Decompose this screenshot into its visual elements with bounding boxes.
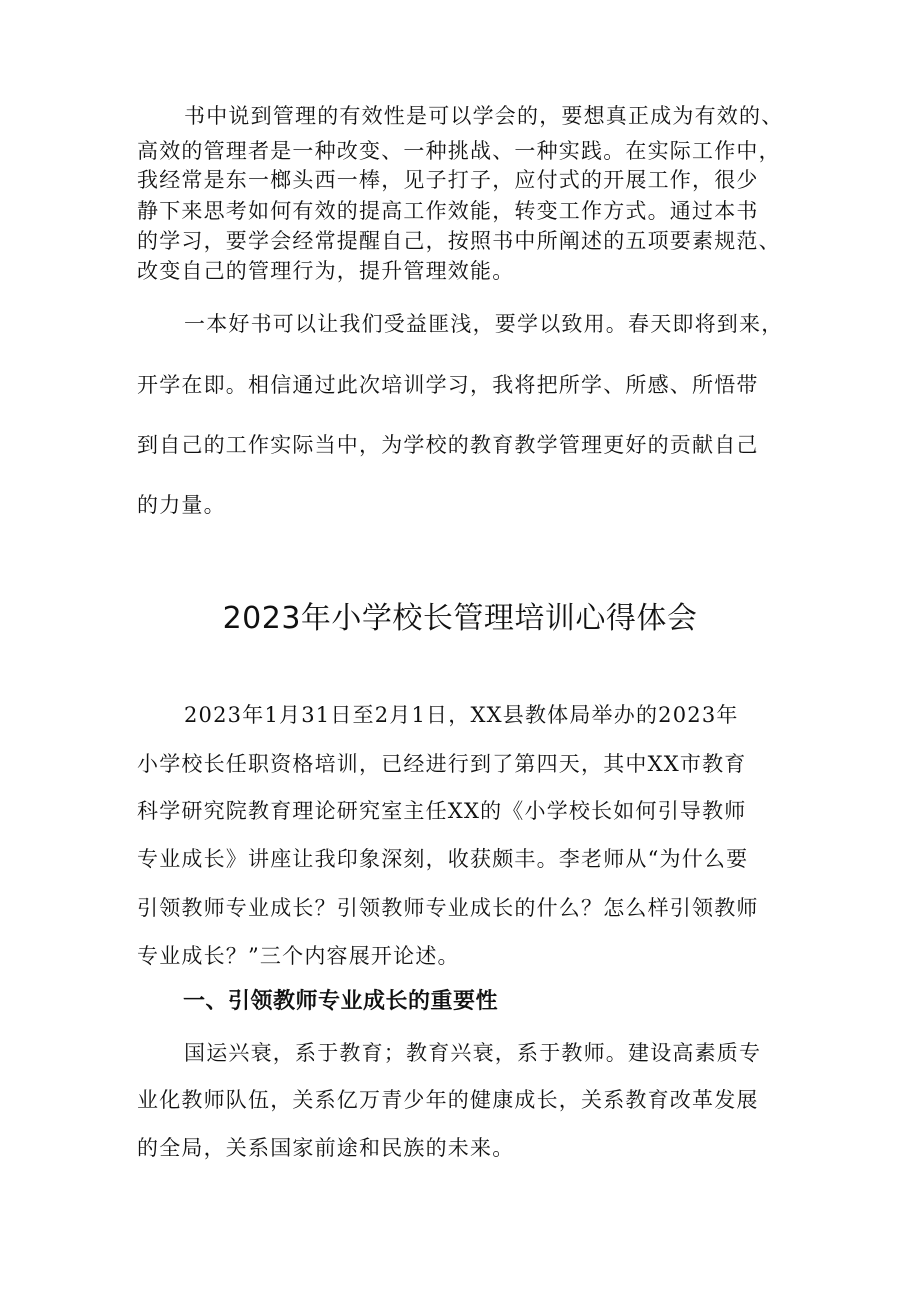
text-line: 静下来思考如何有效的提高工作效能，转变工作方式。通过本书 — [137, 199, 759, 223]
text-line: 引领教师专业成长？引领教师专业成长的什么？怎么样引领教师 — [137, 896, 759, 920]
text-line: 专业成长》讲座让我印象深刻，收获颇丰。李老师从“为什么要 — [137, 847, 749, 871]
text-line: 的全局，关系国家前途和民族的未来。 — [137, 1136, 515, 1160]
text-line: 2023年1月31日至2月1日，XX县教体局举办的2023年 — [184, 703, 739, 727]
text-line: 国运兴衰，系于教育；教育兴衰，系于教师。建设高素质专 — [184, 1041, 762, 1065]
text-line: 我经常是东一榔头西一棒，见子打子，应付式的开展工作，很少 — [137, 168, 759, 192]
text-line: 到自己的工作实际当中，为学校的教育教学管理更好的贡献自己 — [137, 433, 759, 457]
text-line: 科学研究院教育理论研究室主任XX的《小学校长如何引导教师 — [137, 799, 747, 823]
text-line: 小学校长任职资格培训，已经进行到了第四天，其中XX市教育 — [137, 752, 747, 776]
text-line: 一本好书可以让我们受益匪浅，要学以致用。春天即将到来， — [184, 312, 784, 336]
text-line: 的学习，要学会经常提醒自己，按照书中所阐述的五项要素规范、 — [137, 229, 781, 253]
text-line: 高效的管理者是一种改变、一种挑战、一种实践。在实际工作中， — [137, 139, 781, 163]
text-line: 书中说到管理的有效性是可以学会的，要想真正成为有效的、 — [184, 104, 784, 128]
text-line: 业化教师队伍，关系亿万青少年的健康成长，关系教育改革发展 — [137, 1088, 759, 1112]
text-line: 专业成长？”三个内容展开论述。 — [137, 944, 460, 968]
text-line: 开学在即。相信通过此次培训学习，我将把所学、所感、所悟带 — [137, 373, 759, 397]
document-title: 2023年小学校长管理培训心得体会 — [222, 601, 698, 636]
section-heading: 一、引领教师专业成长的重要性 — [183, 989, 499, 1014]
text-line: 改变自己的管理行为，提升管理效能。 — [137, 259, 515, 283]
text-line: 的力量。 — [137, 493, 226, 517]
